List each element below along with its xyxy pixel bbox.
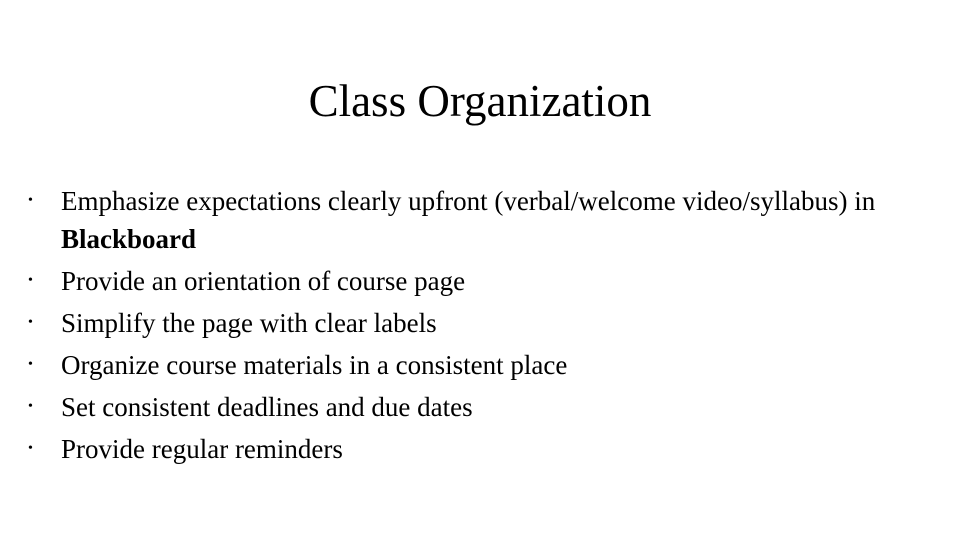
bullet-text: Emphasize expectations clearly upfront (verbal/welcome video/syllabus) in: [61, 186, 876, 216]
bullet-text: Provide an orientation of course page: [61, 266, 466, 296]
bullet-icon: •: [28, 441, 33, 456]
bullet-icon: •: [28, 315, 33, 330]
bullet-icon: •: [28, 357, 33, 372]
bullet-item-expectations: [28, 182, 938, 258]
bullet-emphasis: Blackboard: [61, 224, 197, 254]
bullet-item-simplify: [28, 304, 938, 342]
bullet-item-deadlines: [28, 388, 938, 426]
bullet-item-orientation: [28, 262, 938, 300]
bullet-text: Organize course materials in a consistent place: [61, 350, 568, 380]
bullet-item-organize: [28, 346, 938, 384]
bullet-icon: •: [28, 193, 33, 208]
slide-title: Class Organization: [308, 76, 652, 126]
bullet-list: [28, 182, 938, 472]
bullet-icon: •: [28, 399, 33, 414]
bullet-item-reminders: [28, 430, 938, 468]
bullet-text: Set consistent deadlines and due dates: [61, 392, 473, 422]
bullet-text: Provide regular reminders: [61, 434, 343, 464]
bullet-text: Simplify the page with clear labels: [61, 308, 437, 338]
bullet-icon: •: [28, 273, 33, 288]
